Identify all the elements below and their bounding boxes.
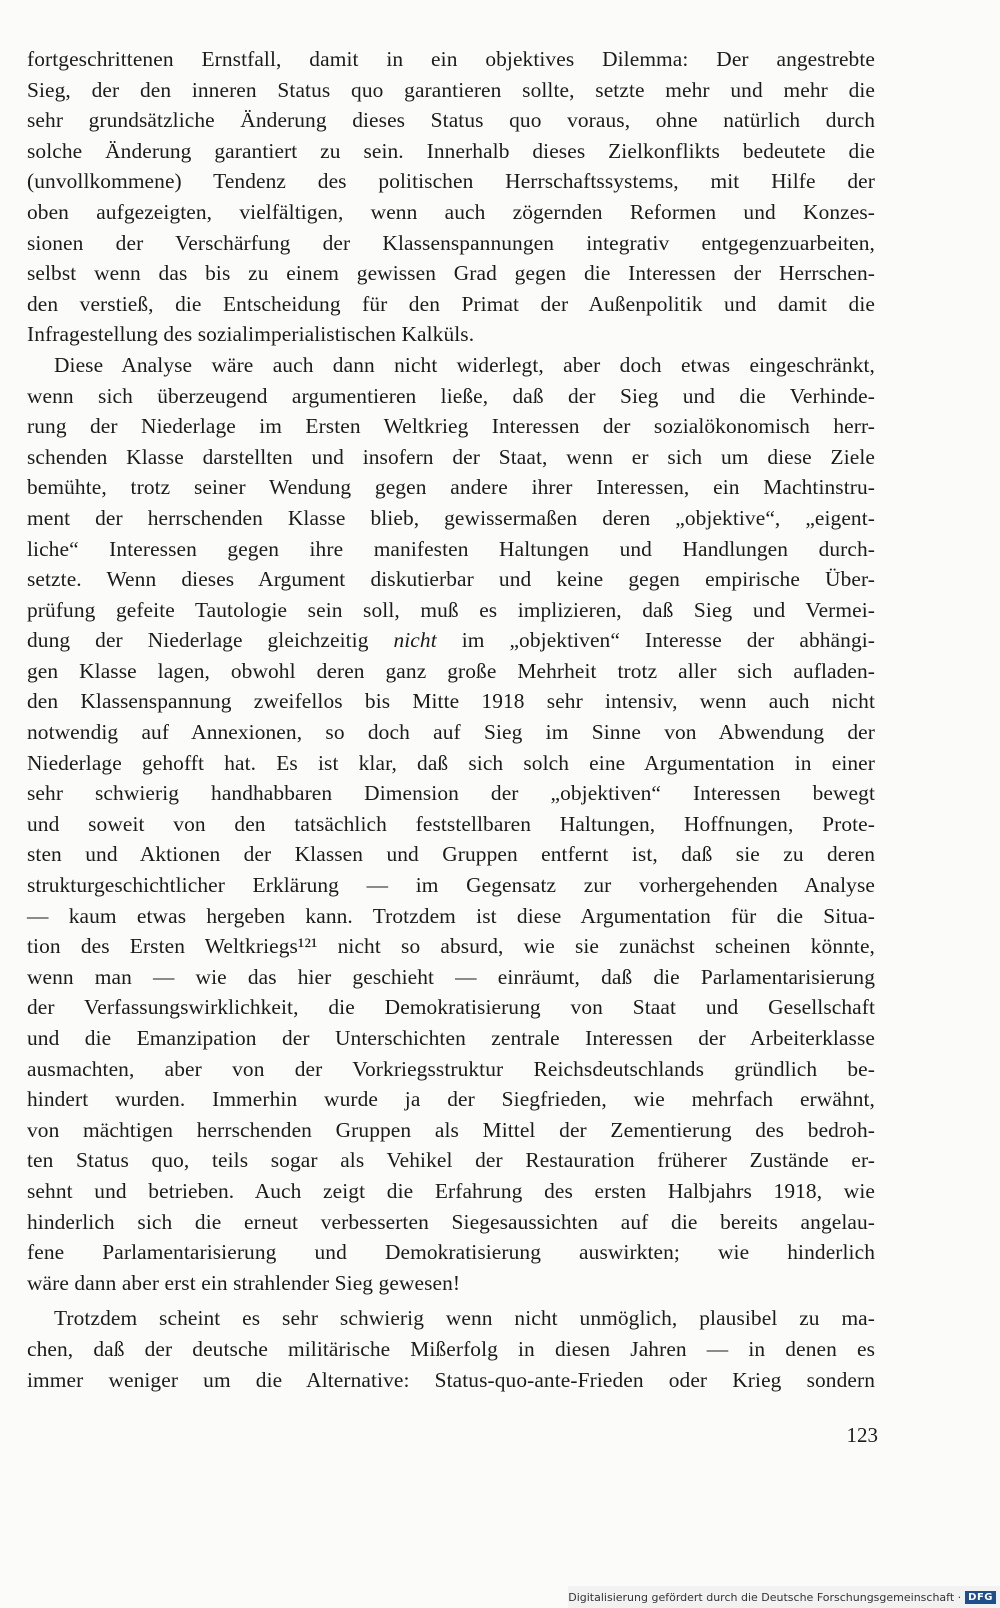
text-line: von mächtigen herrschenden Gruppen als Mittel der Zementierung des bedroh- [27, 1117, 875, 1142]
text-line: bemühte, trotz seiner Wendung gegen andere ihrer Interessen, ein Machtinstru- [27, 475, 875, 500]
text-line: ausmachten, aber von der Vorkriegsstruktur Reichsdeutschlands gründlich be- [27, 1056, 875, 1081]
text-line: tion des Ersten Weltkriegs¹²¹ nicht so absurd, wie sie zunächst scheinen könnte, [27, 934, 875, 959]
text-line: sionen der Verschärfung der Klassenspannungen integrativ entgegenzuarbeiten, [27, 230, 875, 255]
text-line: (unvollkommene) Tendenz des politischen Herrschaftssystems, mit Hilfe der [27, 169, 875, 194]
text-line: und soweit von den tatsächlich feststellbaren Haltungen, Hoffnungen, Prote- [27, 811, 875, 836]
text-line: selbst wenn das bis zu einem gewissen Grad gegen die Interessen der Herrschen- [27, 261, 875, 286]
text-line: prüfung gefeite Tautologie sein soll, muß es implizieren, daß Sieg und Vermei- [27, 597, 875, 622]
text-line: setzte. Wenn dieses Argument diskutierbar und keine gegen empirische Über- [27, 567, 875, 592]
text-line: dung der Niederlage gleichzeitig nicht im „objektiven“ Interesse der abhängi- [27, 628, 876, 653]
text-line: sehr grundsätzliche Änderung dieses Status quo voraus, ohne natürlich durch [27, 108, 875, 133]
text-line: hindert wurden. Immerhin wurde ja der Siegfrieden, wie mehrfach erwähnt, [27, 1087, 875, 1112]
text-line: ment der herrschenden Klasse blieb, gewissermaßen deren „objektive“, „eigent- [27, 505, 875, 530]
text-line: ten Status quo, teils sogar als Vehikel der Restauration früherer Zustände er- [27, 1148, 875, 1173]
text-line: sehnt und betrieben. Auch zeigt die Erfahrung des ersten Halbjahrs 1918, wie [27, 1178, 875, 1203]
text-line: oben aufgezeigten, vielfältigen, wenn auch zögernden Reformen und Konzes- [27, 199, 875, 224]
digitization-footer [568, 1586, 1000, 1608]
emphasis-nicht: nicht [393, 628, 437, 653]
text-line: fortgeschrittenen Ernstfall, damit in ein objektives Dilemma: Der angestrebte [27, 47, 875, 71]
text-line: strukturgeschichtlicher Erklärung — im Gegensatz zur vorhergehenden Analyse [27, 873, 875, 898]
text-line: schenden Klasse darstellten und insofern der Staat, wenn er sich um diese Ziele [27, 444, 875, 469]
text-line: notwendig auf Annexionen, so doch auf Sieg im Sinne von Abwendung der [27, 720, 875, 745]
dfg-logo: DFG [965, 1591, 996, 1604]
text-line: Infragestellung des sozialimperialistischen Kalküls. [27, 322, 475, 347]
text-line: der Verfassungswirklichkeit, die Demokratisierung von Staat und Gesellschaft [27, 995, 875, 1020]
footer-text: Digitalisierung gefördert durch die Deutsche Forschungsgemeinschaft · [568, 1590, 962, 1604]
text-line: solche Änderung garantiert zu sein. Innerhalb dieses Zielkonflikts bedeutete die [27, 138, 875, 163]
paragraph-1 [27, 44, 875, 350]
text-line: wenn man — wie das hier geschieht — einräumt, daß die Parlamentarisierung [27, 964, 875, 989]
text-line: immer weniger um die Alternative: Status-quo-ante-Frieden oder Krieg sondern [27, 1367, 875, 1392]
paragraph-2 [27, 350, 875, 1298]
text-line: und die Emanzipation der Unterschichten zentrale Interessen der Arbeiterklasse [27, 1026, 875, 1050]
paragraph-3 [27, 1303, 875, 1395]
text-line: Sieg, der den inneren Status quo garantieren sollte, setzte mehr und mehr die [27, 77, 875, 102]
body-text [27, 44, 875, 1395]
text-line: hinderlich sich die erneut verbesserten Siegesaussichten auf die bereits angelau- [27, 1209, 875, 1234]
text-line: liche“ Interessen gegen ihre manifesten Haltungen und Handlungen durch- [27, 536, 875, 561]
text-line: sehr schwierig handhabbaren Dimension der „objektiven“ Interessen bewegt [27, 781, 875, 806]
text-line: wäre dann aber erst ein strahlender Sieg gewesen! [27, 1270, 461, 1295]
text-line: den verstieß, die Entscheidung für den Primat der Außenpolitik und damit die [27, 291, 875, 316]
text-line: gen Klasse lagen, obwohl deren ganz große Mehrheit trotz aller sich aufladen- [27, 658, 875, 683]
text-line: Trotzdem scheint es sehr schwierig wenn nicht unmöglich, plausibel zu ma- [54, 1306, 875, 1331]
text-line: chen, daß der deutsche militärische Mißerfolg in diesen Jahren — in denen es [27, 1336, 875, 1361]
text-line: wenn sich überzeugend argumentieren ließe, daß der Sieg und die Verhinde- [27, 383, 875, 408]
page-number: 123 [846, 1423, 878, 1447]
text-line: — kaum etwas hergeben kann. Trotzdem ist diese Argumentation für die Situa- [27, 903, 875, 928]
text-line: Niederlage gehofft hat. Es ist klar, daß sich solch eine Argumentation in einer [27, 750, 875, 775]
text-line: fene Parlamentarisierung und Demokratisierung auswirkten; wie hinderlich [27, 1240, 875, 1265]
text-line: sten und Aktionen der Klassen und Gruppen entfernt ist, daß sie zu deren [27, 842, 875, 867]
text-line: den Klassenspannung zweifellos bis Mitte 1918 sehr intensiv, wenn auch nicht [27, 689, 875, 714]
text-line: Diese Analyse wäre auch dann nicht widerlegt, aber doch etwas eingeschränkt, [54, 352, 875, 377]
text-line: rung der Niederlage im Ersten Weltkrieg Interessen der sozialökonomisch herr- [27, 414, 875, 439]
